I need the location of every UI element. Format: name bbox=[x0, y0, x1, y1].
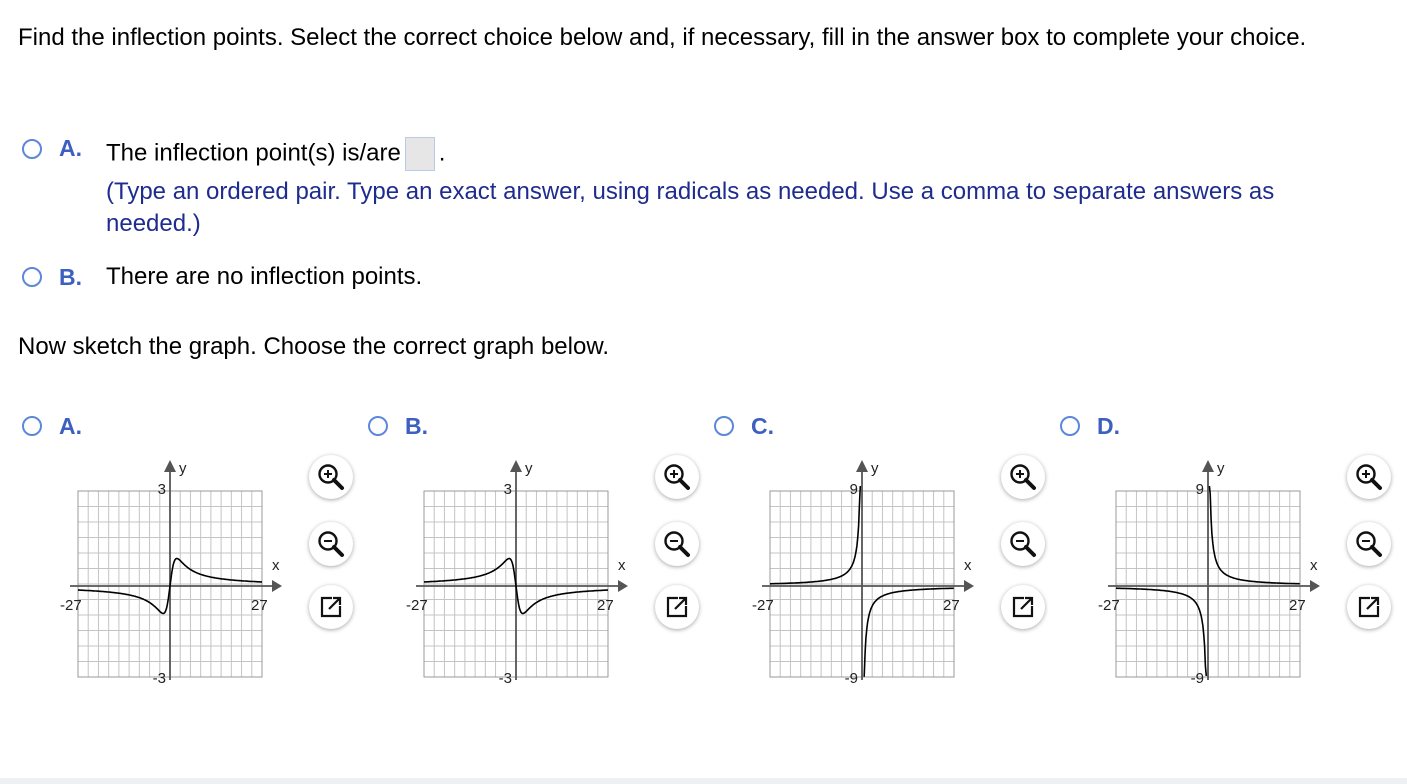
zoom-in-icon bbox=[316, 462, 346, 492]
radio-graph-a[interactable] bbox=[22, 416, 42, 436]
x-max-label: 27 bbox=[943, 597, 960, 614]
popout-icon bbox=[1010, 594, 1036, 620]
x-axis-arrow bbox=[272, 580, 282, 592]
zoom-in-icon bbox=[1008, 462, 1038, 492]
y-axis-label: y bbox=[525, 460, 533, 477]
graph-b bbox=[396, 450, 636, 710]
x-axis-arrow bbox=[618, 580, 628, 592]
x-min-label: -27 bbox=[60, 597, 82, 614]
x-min-label: -27 bbox=[752, 597, 774, 614]
y-max-label: 9 bbox=[1195, 481, 1204, 498]
zoom-in-icon bbox=[1354, 462, 1384, 492]
graph-choice-letter: B. bbox=[405, 413, 428, 439]
graph-d bbox=[1088, 450, 1328, 710]
y-min-label: -9 bbox=[1190, 670, 1204, 687]
choice-a-hint: (Type an ordered pair. Type an exact answer, using radicals as needed. Use a comma to separate answers as needed.) bbox=[106, 178, 1275, 237]
zoom-in-icon bbox=[662, 462, 692, 492]
popout-icon bbox=[1356, 594, 1382, 620]
choice-a-text-after: . bbox=[438, 139, 446, 167]
popout-icon bbox=[318, 594, 344, 620]
x-axis-label: x bbox=[964, 557, 972, 574]
choice-a-text-before: The inflection point(s) is/are bbox=[106, 139, 401, 167]
answer-input-box[interactable] bbox=[405, 137, 435, 171]
y-min-label: -9 bbox=[844, 670, 858, 687]
y-min-label: -3 bbox=[498, 670, 512, 687]
choice-a-letter: A. bbox=[59, 135, 82, 161]
y-axis-arrow bbox=[164, 460, 176, 472]
choice-b-text: There are no inflection points. bbox=[106, 263, 423, 290]
x-axis-arrow bbox=[1310, 580, 1320, 592]
zoom-out-button[interactable] bbox=[309, 522, 353, 566]
graph-a bbox=[50, 450, 290, 710]
sketch-prompt: Now sketch the graph. Choose the correct graph below. bbox=[18, 333, 609, 360]
x-max-label: 27 bbox=[597, 597, 614, 614]
y-axis-arrow bbox=[856, 460, 868, 472]
x-axis-label: x bbox=[272, 557, 280, 574]
choice-a-text bbox=[106, 137, 445, 171]
radio-choice-b[interactable] bbox=[22, 267, 42, 287]
y-max-label: 3 bbox=[157, 481, 166, 498]
bottom-strip bbox=[0, 778, 1407, 784]
popout-button[interactable] bbox=[309, 585, 353, 629]
graph-choice-letter: A. bbox=[59, 413, 82, 439]
popout-button[interactable] bbox=[655, 585, 699, 629]
graph-choice-letter: D. bbox=[1097, 413, 1120, 439]
zoom-out-button[interactable] bbox=[1347, 522, 1391, 566]
x-min-label: -27 bbox=[1098, 597, 1120, 614]
zoom-out-icon bbox=[1008, 529, 1038, 559]
x-axis-label: x bbox=[618, 557, 626, 574]
y-max-label: 3 bbox=[503, 481, 512, 498]
zoom-out-button[interactable] bbox=[1001, 522, 1045, 566]
graph-c bbox=[742, 450, 982, 710]
y-axis-arrow bbox=[510, 460, 522, 472]
radio-choice-a[interactable] bbox=[22, 139, 42, 159]
popout-button[interactable] bbox=[1347, 585, 1391, 629]
x-axis-label: x bbox=[1310, 557, 1318, 574]
radio-graph-d[interactable] bbox=[1060, 416, 1080, 436]
zoom-out-icon bbox=[662, 529, 692, 559]
zoom-out-icon bbox=[316, 529, 346, 559]
graph-choice-letter: C. bbox=[751, 413, 774, 439]
question-text: Find the inflection points. Select the correct choice below and, if necessary, fill in the answer box to complete your choice. bbox=[18, 24, 1307, 51]
zoom-in-button[interactable] bbox=[1001, 455, 1045, 499]
y-axis-arrow bbox=[1202, 460, 1214, 472]
popout-button[interactable] bbox=[1001, 585, 1045, 629]
zoom-in-button[interactable] bbox=[309, 455, 353, 499]
x-min-label: -27 bbox=[406, 597, 428, 614]
radio-graph-c[interactable] bbox=[714, 416, 734, 436]
radio-graph-b[interactable] bbox=[368, 416, 388, 436]
x-axis-arrow bbox=[964, 580, 974, 592]
popout-icon bbox=[664, 594, 690, 620]
y-axis-label: y bbox=[179, 460, 187, 477]
zoom-in-button[interactable] bbox=[655, 455, 699, 499]
y-axis-label: y bbox=[871, 460, 879, 477]
x-max-label: 27 bbox=[1289, 597, 1306, 614]
y-min-label: -3 bbox=[152, 670, 166, 687]
y-max-label: 9 bbox=[849, 481, 858, 498]
y-axis-label: y bbox=[1217, 460, 1225, 477]
choice-b-letter: B. bbox=[59, 264, 82, 290]
zoom-in-button[interactable] bbox=[1347, 455, 1391, 499]
zoom-out-icon bbox=[1354, 529, 1384, 559]
x-max-label: 27 bbox=[251, 597, 268, 614]
zoom-out-button[interactable] bbox=[655, 522, 699, 566]
